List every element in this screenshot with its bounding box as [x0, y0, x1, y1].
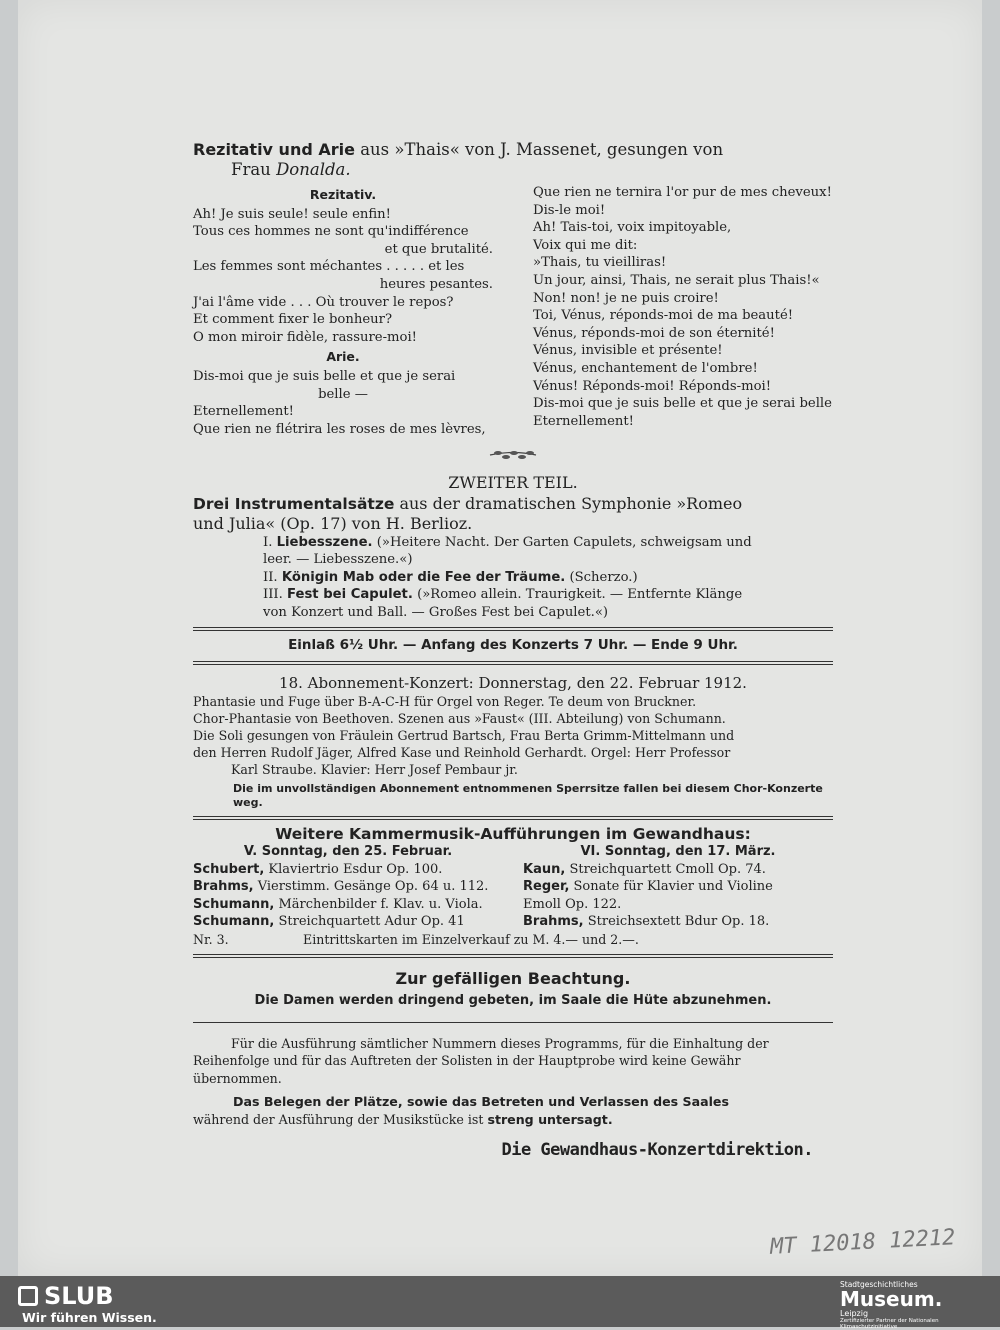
- program-page: [18, 0, 982, 1276]
- lyrics-right-column: [533, 184, 833, 438]
- chamber-item: [193, 896, 503, 914]
- liability-notice: Für die Ausführung sämtlicher Nummern dieses Programms, für die Einhaltung der Reihenfolge und für das Auftreten der Solisten in der Hauptprobe wird keine Gewähr übernommen.: [193, 1035, 769, 1086]
- composer: Reger,: [523, 879, 570, 895]
- lyric-line: Que rien ne ternira l'or pur de mes cheveux!: [533, 185, 832, 200]
- part-two-heading: ZWEITER TEIL.: [448, 472, 578, 492]
- movement-number: II.: [263, 569, 278, 585]
- museum-title: Museum.: [840, 1287, 943, 1311]
- movement-description-line2: von Konzert und Ball. — Großes Fest bei Capulet.«): [263, 604, 609, 620]
- chamber-music-title: Weitere Kammermusik-Aufführungen im Gewandhaus:: [275, 824, 751, 843]
- work: Vierstimm. Gesänge Op. 64 u. 112.: [257, 879, 489, 895]
- museum-partner-note: Zertifizierter Partner der Nationalen Klimaschutzinitiative: [840, 1318, 939, 1330]
- recital-singer-line: [193, 160, 833, 180]
- chamber-item: [193, 861, 503, 879]
- movement-item: [263, 569, 833, 587]
- singer-name: Donalda.: [276, 160, 351, 179]
- divider: [193, 957, 833, 958]
- lyric-line: Non! non! je ne puis croire!: [533, 290, 719, 306]
- ornament-icon: [193, 448, 833, 466]
- work: Streichquartett Adur Op. 41: [278, 914, 465, 930]
- program-line: den Herren Rudolf Jäger, Alfred Kase und Reinhold Gerhardt. Orgel: Herr Professor: [193, 744, 731, 760]
- chamber-music-grid: [193, 843, 833, 931]
- slub-brand: SLUB: [44, 1282, 114, 1310]
- work: Sonate für Klavier und Violine: [573, 879, 773, 895]
- lyric-line: Vénus! Réponds-moi! Réponds-moi!: [533, 378, 772, 394]
- next-concert-title: 18. Abonnement-Konzert: Donnerstag, den 22. Februar 1912.: [279, 674, 747, 693]
- subscription-note: Die im unvollständigen Abonnement entnommenen Sperrsitze fallen bei diesem Chor-Konzerte weg.: [233, 781, 823, 809]
- movement-title: Königin Mab oder die Fee der Träume.: [281, 569, 566, 585]
- chamber-item: [523, 896, 833, 914]
- lyric-line: Vénus, invisible et présente!: [533, 343, 723, 359]
- seating-notice-text: während der Ausführung der Musikstücke ist: [193, 1111, 484, 1127]
- works-title-rest: aus der dramatischen Symphonie »Romeo: [399, 493, 743, 513]
- composer: Brahms,: [523, 914, 584, 930]
- lyric-line: Dis-moi que je suis belle et que je serai: [193, 368, 456, 384]
- lyric-line: O mon miroir fidèle, rassure-moi!: [193, 329, 417, 345]
- divider: [193, 664, 833, 665]
- program-line: Phantasie und Fuge über B-A-C-H für Orgel von Reger. Te deum von Bruckner.: [193, 693, 697, 709]
- seating-notice-emphasis: streng untersagt.: [487, 1111, 613, 1127]
- divider: [193, 627, 833, 628]
- lyric-line: Ah! Je suis seule! seule enfin!: [193, 206, 391, 222]
- movement-item: [263, 534, 833, 569]
- recital-title: Rezitativ und Arie: [193, 140, 355, 159]
- opus-number-tail: Nr. 3.: [193, 931, 229, 947]
- divider: [193, 954, 833, 955]
- divider: [193, 630, 833, 631]
- movement-description: (Scherzo.): [569, 569, 638, 585]
- admission-times: Einlaß 6½ Uhr. — Anfang des Konzerts 7 Uhr. — Ende 9 Uhr.: [288, 637, 738, 654]
- lyric-line: Tous ces hommes ne sont qu'indifférence: [193, 224, 469, 240]
- lyric-line: heures pesantes.: [379, 276, 493, 292]
- program-line: Chor-Phantasie von Beethoven. Szenen aus »Faust« (III. Abteilung) von Schumann.: [193, 710, 726, 726]
- notice-title: Zur gefälligen Beachtung.: [395, 969, 631, 989]
- lyric-line: J'ai l'âme vide . . . Où trouver le repos?: [193, 294, 454, 310]
- lyric-line: Voix qui me dit:: [533, 237, 638, 253]
- movement-description: (»Romeo allein. Traurigkeit. — Entfernte Klänge: [417, 587, 743, 603]
- signature: Die Gewandhaus-Konzertdirektion.: [501, 1140, 813, 1161]
- work: Märchenbilder f. Klav. u. Viola.: [278, 896, 483, 912]
- work: Emoll Op. 122.: [523, 896, 622, 912]
- lyric-line: Un jour, ainsi, Thais, ne serait plus Thais!«: [533, 272, 820, 288]
- slub-tagline: Wir führen Wissen.: [22, 1310, 157, 1325]
- berlioz-work: [193, 494, 833, 534]
- lyric-line: »Thais, tu vieilliras!: [533, 255, 667, 271]
- composer: Schubert,: [193, 861, 265, 877]
- singer-prefix: Frau: [231, 160, 271, 179]
- leaf-ornament-icon: [488, 448, 538, 462]
- lyric-line: Toi, Vénus, réponds-moi de ma beauté!: [533, 308, 794, 324]
- chamber-item: [193, 913, 503, 931]
- lyric-line: Eternellement!: [193, 404, 294, 420]
- lyrics-left-column: [193, 184, 493, 438]
- lyric-line: Dis-le moi!: [533, 202, 606, 218]
- footer-bar: [0, 1276, 1000, 1330]
- composer: Kaun,: [523, 861, 566, 877]
- rezitativ-heading: Rezitativ.: [309, 187, 377, 202]
- lyric-line: et que brutalité.: [384, 241, 493, 257]
- chamber-date-heading: V. Sonntag, den 25. Februar.: [243, 844, 453, 860]
- chamber-right-column: [523, 843, 833, 931]
- seating-notice-line1: Das Belegen der Plätze, sowie das Betreten und Verlassen des Saales: [233, 1094, 729, 1110]
- recital-heading: [193, 140, 833, 180]
- chamber-item: [523, 861, 833, 879]
- work: Streichsextett Bdur Op. 18.: [587, 914, 770, 930]
- museum-logo[interactable]: [840, 1280, 980, 1330]
- recital-title-rest: aus »Thais« von J. Massenet, gesungen von: [360, 140, 724, 159]
- movements-list: [193, 534, 833, 622]
- composer: Schumann,: [193, 914, 275, 930]
- slub-logo-icon: [18, 1286, 38, 1306]
- movement-item: [263, 586, 833, 621]
- lyric-line: Vénus, réponds-moi de son éternité!: [533, 325, 775, 341]
- seating-notice-line2: [193, 1111, 833, 1129]
- movement-title: Fest bei Capulet.: [287, 587, 413, 603]
- lyric-line: Eternellement!: [533, 413, 634, 429]
- lyric-line: Vénus, enchantement de l'ombre!: [533, 360, 758, 376]
- works-title-line2: und Julia« (Op. 17) von H. Berlioz.: [193, 513, 473, 533]
- chamber-item: [523, 913, 833, 931]
- chamber-item: [523, 878, 833, 896]
- seating-notice: [193, 1093, 833, 1128]
- next-concert-program: [193, 693, 833, 778]
- work: Klaviertrio Esdur Op. 100.: [268, 861, 443, 877]
- ticket-prices: Eintrittskarten im Einzelverkauf zu M. 4.— und 2.—.: [303, 931, 639, 947]
- museum-subtitle: Stadtgeschichtliches: [840, 1280, 918, 1289]
- program-content: [193, 140, 833, 1160]
- chamber-item: [193, 878, 503, 896]
- lyric-line: Dis-moi que je suis belle et que je serai belle: [533, 396, 832, 412]
- lyric-line: Et comment fixer le bonheur?: [193, 312, 393, 328]
- archive-number: MT 12018 12212: [769, 1225, 956, 1260]
- divider: [193, 816, 833, 817]
- composer: Brahms,: [193, 879, 254, 895]
- divider: [193, 661, 833, 662]
- tickets-line: [193, 931, 833, 949]
- movement-title: Liebesszene.: [276, 534, 373, 550]
- movement-number: I.: [263, 534, 273, 550]
- divider: [193, 1022, 833, 1023]
- slub-logo[interactable]: [18, 1282, 114, 1310]
- chamber-left-column: [193, 843, 503, 931]
- hats-notice: Die Damen werden dringend gebeten, im Saale die Hüte abzunehmen.: [254, 992, 772, 1008]
- lyric-line: belle —: [318, 386, 368, 402]
- work: Streichquartett Cmoll Op. 74.: [569, 861, 766, 877]
- composer: Schumann,: [193, 896, 275, 912]
- lyrics-columns: [193, 184, 833, 438]
- lyric-line: Ah! Tais-toi, voix impitoyable,: [533, 220, 732, 236]
- chamber-date-heading: VI. Sonntag, den 17. März.: [580, 844, 776, 860]
- lyric-line: Les femmes sont méchantes . . . . . et les: [193, 259, 465, 275]
- program-line: Karl Straube. Klavier: Herr Josef Pembaur jr.: [231, 761, 518, 777]
- movement-description: (»Heitere Nacht. Der Garten Capulets, schweigsam und: [376, 534, 752, 550]
- arie-heading: Arie.: [326, 349, 360, 365]
- museum-city: Leipzig: [840, 1309, 869, 1318]
- movement-number: III.: [263, 587, 283, 603]
- program-line: Die Soli gesungen von Fräulein Gertrud Bartsch, Frau Berta Grimm-Mittelmann und: [193, 727, 735, 743]
- lyric-line: Que rien ne flétrira les roses de mes lèvres,: [193, 421, 486, 437]
- movement-description-line2: leer. — Liebesszene.«): [263, 552, 413, 568]
- divider: [193, 819, 833, 820]
- works-title: Drei Instrumentalsätze: [193, 494, 395, 513]
